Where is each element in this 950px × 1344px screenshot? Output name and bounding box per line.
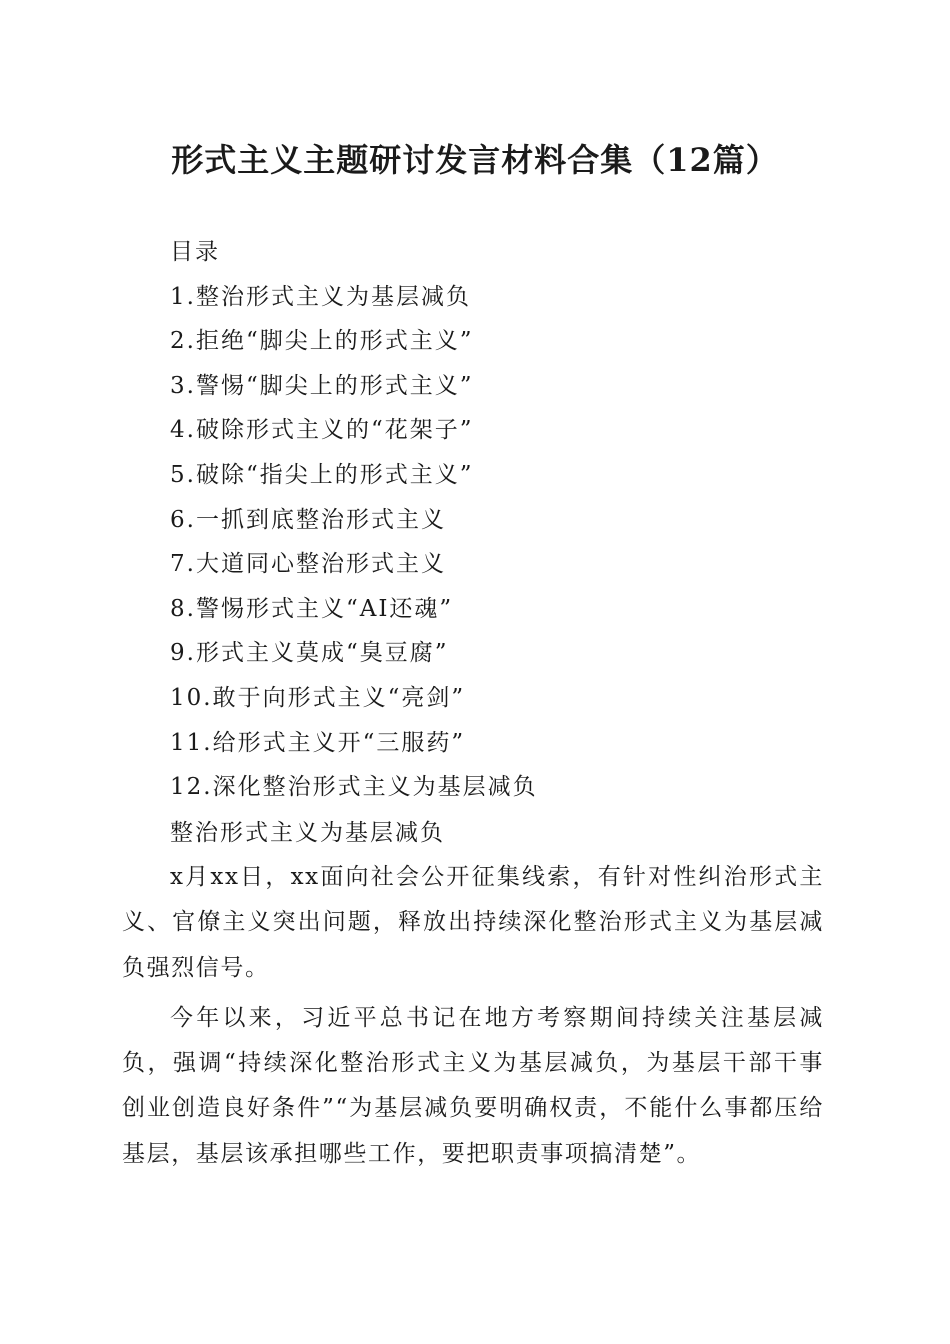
toc-item: 3.警惕“脚尖上的形式主义” (170, 372, 474, 399)
toc-item: 11.给形式主义开“三服药” (170, 729, 466, 756)
toc-item: 1.整治形式主义为基层减负 (170, 283, 471, 310)
body-paragraph: 今年以来，习近平总书记在地方考察期间持续关注基层减负，强调“持续深化整治形式主义为基层减负，为基层干部干事创业创造良好条件”“为基层减负要明确权责，不能什么事都压给基层，基层该承担哪些工作，要把职责事项搞清楚”。 (122, 1004, 824, 1167)
toc-item: 2.拒绝“脚尖上的形式主义” (170, 328, 474, 355)
toc-item: 8.警惕形式主义“AI还魂” (170, 595, 454, 622)
toc-item: 7.大道同心整治形式主义 (170, 551, 446, 578)
body-paragraph: x月xx日，xx面向社会公开征集线索，有针对性纠治形式主义、官僚主义突出问题，释放出持续深化整治形式主义为基层减负强烈信号。 (122, 864, 824, 981)
toc-item: 6.一抓到底整治形式主义 (170, 506, 446, 533)
toc-item: 9.形式主义莫成“臭豆腐” (170, 640, 449, 667)
document-title: 形式主义主题研讨发言材料合集（12篇） (171, 141, 779, 179)
toc-item: 12.深化整治形式主义为基层减负 (170, 774, 538, 801)
section-title: 整治形式主义为基层减负 (170, 820, 445, 846)
toc-item: 5.破除“指尖上的形式主义” (170, 461, 474, 488)
document-body (122, 855, 824, 1177)
toc-item: 10.敢于向形式主义“亮剑” (170, 684, 466, 711)
toc-heading: 目录 (170, 239, 220, 265)
table-of-contents (170, 230, 850, 810)
toc-item: 4.破除形式主义的“花架子” (170, 417, 474, 444)
